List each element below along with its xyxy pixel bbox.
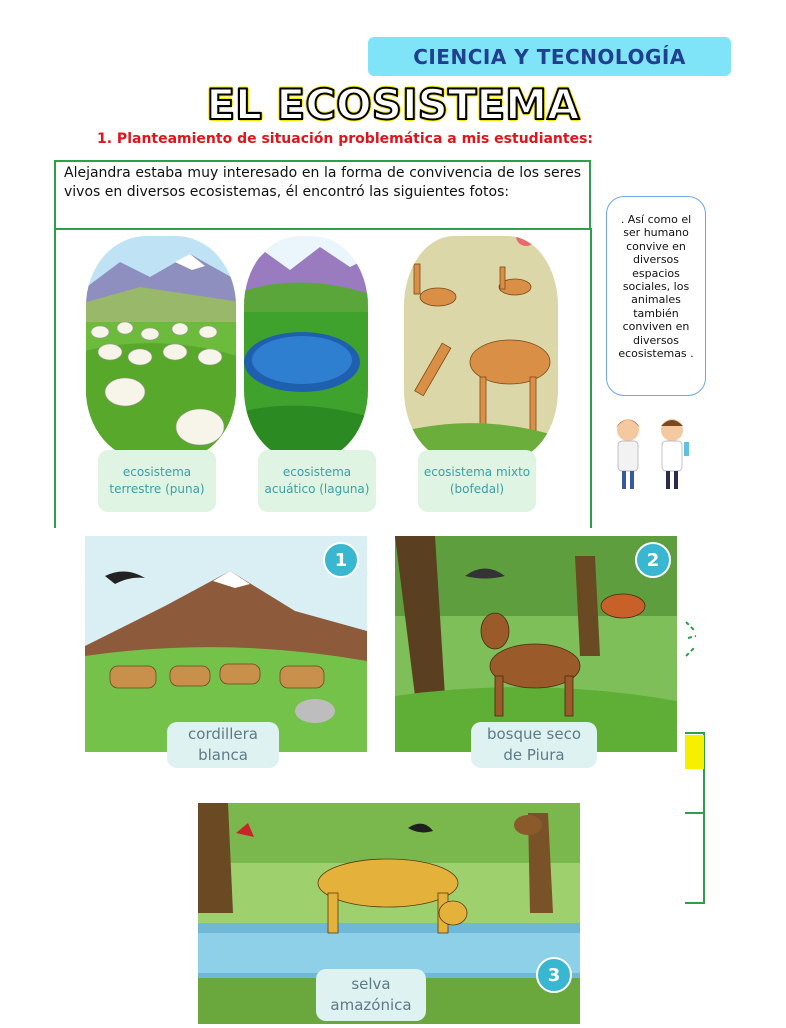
speech-bubble: . Así como el ser humano convive en diversos espacios sociales, los animales también conviven en diversos ecosistemas . (606, 196, 706, 396)
photo-number-badge: 3 (536, 957, 572, 993)
photo-bosque-seco (395, 536, 677, 764)
ecosystem-label: ecosistema terrestre (puna) (98, 450, 216, 512)
photo-label: selva amazónica (316, 969, 426, 1021)
frame-left-border (54, 228, 56, 528)
ecosystem-card-puna (80, 232, 230, 522)
photo-label: bosque seco de Piura (471, 722, 597, 768)
subject-banner (368, 37, 731, 76)
photo-number-badge: 1 (323, 542, 359, 578)
page-title: EL ECOSISTEMA (206, 80, 580, 129)
dashed-arrow-decoration (682, 618, 702, 660)
section-heading: 1. Planteamiento de situación problemática a mis estudiantes: (97, 131, 594, 147)
subject-label: CIENCIA Y TECNOLOGÍA (413, 44, 686, 69)
photo-number-badge: 2 (635, 542, 671, 578)
laguna-illustration (240, 232, 400, 462)
photo-selva-amazonica (198, 803, 580, 1024)
frame-right-border (590, 228, 592, 528)
bosque-illustration (395, 536, 677, 752)
photo-label: cordillera blanca (167, 722, 279, 768)
ecosystem-label: ecosistema mixto (bofedal) (418, 450, 536, 512)
bracket-divider (685, 812, 705, 814)
story-text-box: Alejandra estaba muy interesado en la forma de convivencia de los seres vivos en diversos ecosistemas, él encontró las siguientes fotos: (54, 160, 591, 228)
ecosystem-label: ecosistema acuático (laguna) (258, 450, 376, 512)
frame-divider (54, 228, 592, 230)
photo-cordillera-blanca (85, 536, 367, 764)
scientists-illustration (604, 414, 700, 496)
ecosystem-card-bofedal (400, 232, 550, 522)
ecosystem-card-laguna (240, 232, 390, 522)
bofedal-illustration (400, 232, 560, 462)
yellow-tab (685, 735, 704, 769)
puna-illustration (80, 232, 240, 462)
